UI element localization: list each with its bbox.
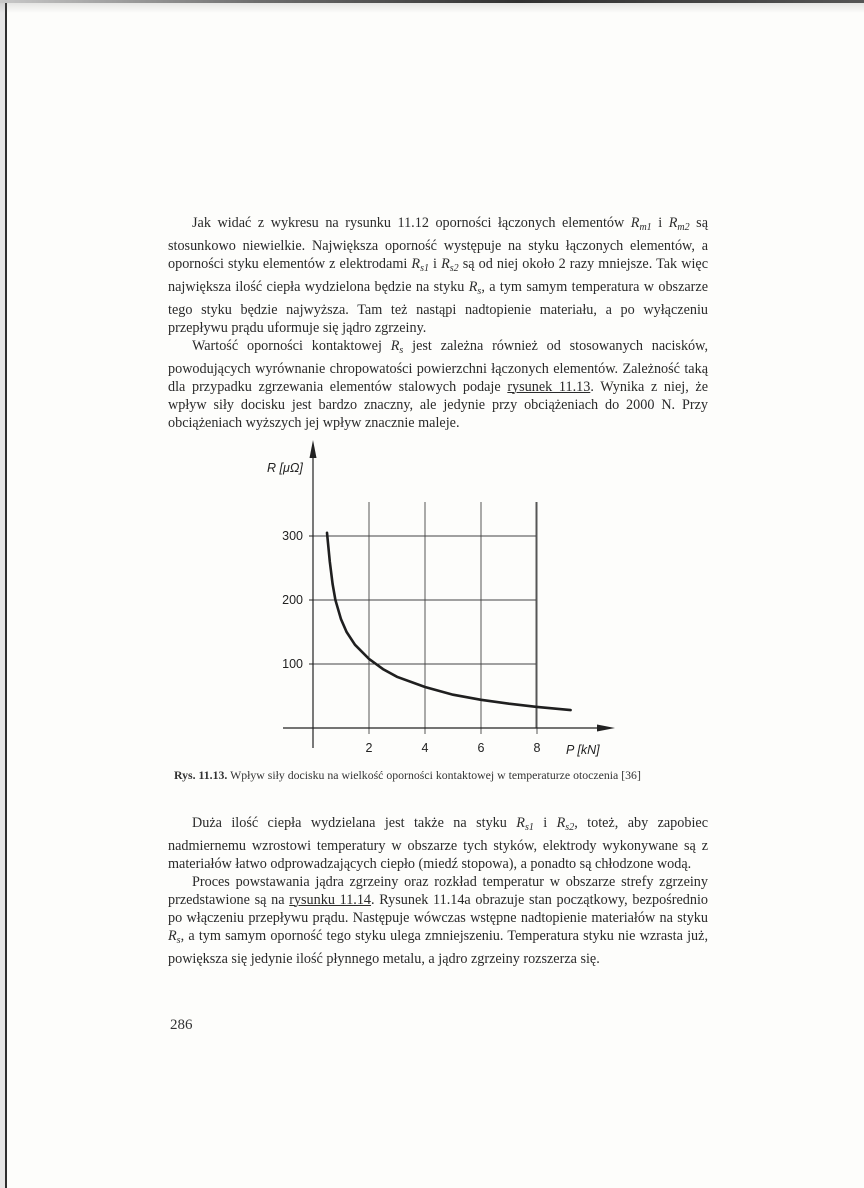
- figure-link-11-13[interactable]: rysunek 11.13: [507, 379, 591, 395]
- p1-text-d: , a tym samym temperatura w obszarze tego styku będzie najwyższa. Tam też nastąpi nadtopienie materiału, a po wyłączeniu przepływu prądu uformuje się jądro zgrzeiny.: [168, 279, 708, 336]
- x-axis-arrow: [597, 725, 615, 732]
- sub-s-p2: s: [399, 345, 404, 356]
- paragraph-1: [168, 214, 708, 432]
- sub-s: s: [477, 286, 482, 297]
- x-tick-label-8: 8: [533, 741, 541, 755]
- p1-text-b: są stosunkowo niewielkie. Największa oporność występuje na styku łączonych elementów, a oporności styku elementów z elektrodami: [168, 215, 708, 272]
- p3-text-a: Duża ilość ciepła wydzielana jest także na styku: [192, 815, 517, 831]
- symbol-rs2-p3: R: [556, 815, 566, 831]
- y-axis-arrow: [310, 440, 317, 458]
- sub-s2-p3: s2: [565, 822, 575, 833]
- paragraph-3-4: [168, 814, 708, 968]
- symbol-rs: R: [468, 279, 478, 295]
- sub-m2: m2: [677, 222, 690, 233]
- p1-and-1: i: [651, 215, 669, 231]
- scan-top-fade: [0, 3, 864, 13]
- sub-s2: s2: [449, 263, 459, 274]
- series-line-r: [327, 533, 571, 710]
- y-axis-label: R [μΩ]: [267, 461, 303, 475]
- p1-and-2: i: [428, 256, 442, 272]
- caption-label: Rys. 11.13.: [174, 768, 228, 782]
- resistance-force-chart: [255, 436, 635, 766]
- chart-ticks: [282, 529, 540, 755]
- y-tick-label-200: 200: [282, 593, 303, 607]
- y-tick-label-100: 100: [282, 657, 303, 671]
- sub-s1-p3: s1: [524, 822, 534, 833]
- sub-s1: s1: [420, 263, 429, 274]
- symbol-rs-p4: R: [168, 928, 177, 944]
- p3-text-b: , toteż, aby zapobiec nadmiernemu wzrostowi temperatury w obszarze tych styków, elektrody wykonywane są z materiałów łatwo odprowadzających ciepło (miedź stopowa), a ponadto są chłodzone wodą.: [168, 815, 709, 872]
- symbol-rs1: R: [411, 256, 421, 272]
- p2-text-b: jest zależna również od stosowanych nacisków, powodujących wyrównanie chropowatości powierzchni łączonych elementów. Zależność taką dla przypadku zgrzewania elementów stalowych podaje: [168, 338, 708, 395]
- p1-text-c: są od niej około 2 razy mniejsze. Tak więc największa ilość ciepła wydzielona będzie na styku: [168, 256, 709, 295]
- page-number: 286: [170, 1017, 193, 1033]
- p1-text-a: Jak widać z wykresu na rysunku 11.12 oporności łączonych elementów: [192, 215, 631, 231]
- x-tick-label-2: 2: [365, 741, 373, 755]
- p3-and: i: [533, 815, 557, 831]
- x-tick-label-4: 4: [421, 741, 429, 755]
- y-tick-label-300: 300: [282, 529, 303, 543]
- sub-s-p4: s: [176, 935, 181, 946]
- p2-text-a: Wartość oporności kontaktowej: [192, 338, 391, 354]
- x-tick-label-6: 6: [477, 741, 485, 755]
- caption-text: Wpływ siły docisku na wielkość oporności kontaktowej w temperaturze otoczenia [36]: [227, 768, 641, 782]
- symbol-rs-p2: R: [390, 338, 400, 354]
- p4-text-b: . Rysunek 11.14a obrazuje stan początkowy, bezpośrednio po włączeniu przepływu prądu. Następuje wówczas wstępne nadtopienie materiałów na styku: [168, 892, 708, 926]
- sub-m1: m1: [639, 222, 652, 233]
- p4-text-a: Proces powstawania jądra zgrzeiny oraz rozkład temperatur w obszarze strefy zgrzeiny przedstawione są na: [168, 874, 708, 908]
- p4-text-c: , a tym samym oporność tego styku ulega zmniejszeniu. Temperatura styku nie wzrasta już, powiększa się jedynie ilość płynnego metalu, a jądro zgrzeiny rozszerza się.: [168, 928, 708, 967]
- figure-link-11-14[interactable]: rysunku 11.14: [289, 892, 372, 908]
- symbol-rs2: R: [441, 256, 450, 272]
- symbol-rs1-p3: R: [516, 815, 525, 831]
- p2-text-c: . Wynika z niej, że wpływ siły docisku jest bardzo znaczny, ale jedynie przy obciążeniach do 2000 N. Przy obciążeniach wyższych jej wpływ znacznie maleje.: [168, 379, 708, 431]
- symbol-rm1: R: [630, 215, 640, 231]
- scan-left-edge: [5, 0, 7, 1188]
- chart-grid: [313, 502, 537, 734]
- symbol-rm2: R: [668, 215, 678, 231]
- x-axis-label: P [kN]: [566, 743, 600, 757]
- figure-caption: [174, 768, 714, 783]
